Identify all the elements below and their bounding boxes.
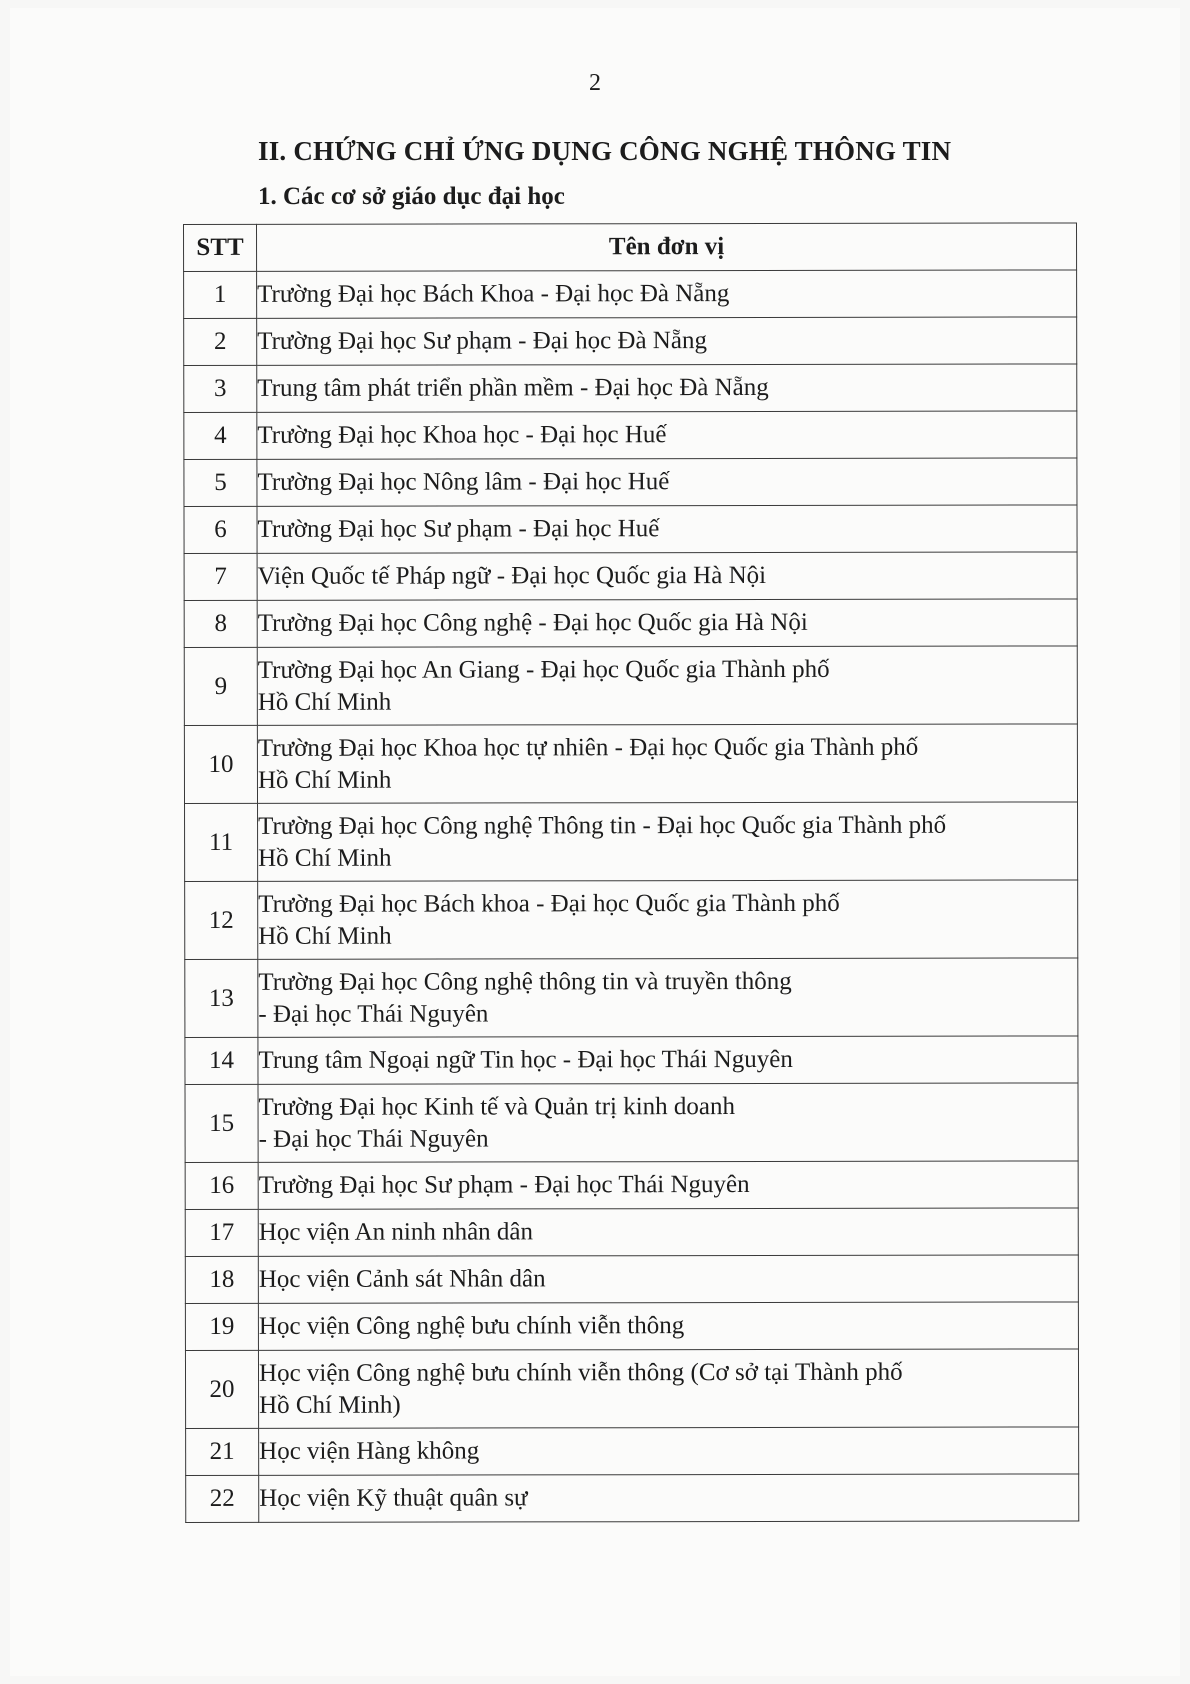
row-unit-name bbox=[258, 802, 1078, 881]
unit-name-line-1: Trường Đại học Khoa học tự nhiên - Đại học Quốc gia Thành phố bbox=[257, 733, 919, 762]
unit-name-line-2: Hồ Chí Minh bbox=[258, 844, 392, 872]
header-stt: STT bbox=[184, 224, 257, 271]
row-stt: 20 bbox=[185, 1350, 258, 1428]
row-stt: 13 bbox=[185, 959, 258, 1037]
row-unit-name bbox=[257, 270, 1077, 318]
table-row bbox=[185, 1161, 1078, 1210]
table-row bbox=[185, 1083, 1078, 1163]
unit-name-line-1: Trường Đại học Công nghệ Thông tin - Đại học Quốc gia Thành phố bbox=[258, 811, 947, 840]
table-row bbox=[184, 411, 1077, 460]
page-number: 2 bbox=[589, 70, 601, 96]
row-stt: 18 bbox=[185, 1256, 258, 1303]
table-row bbox=[185, 1349, 1078, 1429]
unit-name-line-1: Học viện Công nghệ bưu chính viễn thông bbox=[258, 1312, 685, 1340]
table-row bbox=[185, 958, 1078, 1038]
row-stt: 3 bbox=[184, 365, 257, 412]
row-unit-name bbox=[258, 1161, 1078, 1209]
table-row bbox=[186, 1474, 1079, 1523]
row-unit-name bbox=[258, 958, 1078, 1037]
row-unit-name bbox=[258, 1349, 1078, 1428]
row-unit-name bbox=[257, 411, 1077, 459]
table-row bbox=[184, 364, 1077, 413]
unit-name-line-2: Hồ Chí Minh bbox=[258, 922, 392, 950]
row-unit-name bbox=[259, 1474, 1079, 1522]
row-stt: 16 bbox=[185, 1162, 258, 1209]
unit-name-line-1: Trường Đại học Nông lâm - Đại học Huế bbox=[257, 468, 670, 496]
table-row bbox=[186, 1427, 1079, 1476]
row-stt: 5 bbox=[184, 459, 257, 506]
section-heading: II. CHỨNG CHỈ ỨNG DỤNG CÔNG NGHỆ THÔNG TIN bbox=[258, 136, 952, 166]
unit-name-line-1: Trường Đại học Khoa học - Đại học Huế bbox=[257, 421, 667, 449]
unit-name-line-2: Hồ Chí Minh bbox=[257, 766, 392, 794]
row-stt: 19 bbox=[185, 1303, 258, 1350]
unit-name-line-1: Học viện Hàng không bbox=[259, 1437, 480, 1465]
row-stt: 6 bbox=[184, 506, 257, 553]
table-row bbox=[185, 802, 1078, 882]
row-unit-name bbox=[257, 364, 1077, 412]
row-stt: 17 bbox=[185, 1209, 258, 1256]
unit-name-line-1: Học viện Kỹ thuật quân sự bbox=[259, 1484, 528, 1512]
row-stt: 11 bbox=[185, 803, 258, 881]
table-row bbox=[184, 505, 1077, 554]
unit-name-line-1: Trung tâm Ngoại ngữ Tin học - Đại học Thái Nguyên bbox=[258, 1045, 793, 1074]
table-row bbox=[184, 724, 1077, 804]
unit-name-line-2: - Đại học Thái Nguyên bbox=[258, 999, 489, 1028]
row-stt: 7 bbox=[184, 553, 257, 600]
unit-name-line-1: Trường Đại học Sư phạm - Đại học Thái Nguyên bbox=[258, 1171, 750, 1199]
row-unit-name bbox=[257, 317, 1077, 365]
unit-name-line-2: Hồ Chí Minh) bbox=[259, 1391, 401, 1419]
unit-name-line-1: Học viện An ninh nhân dân bbox=[258, 1218, 534, 1246]
table-body bbox=[184, 270, 1079, 1523]
row-stt: 4 bbox=[184, 412, 257, 459]
unit-name-line-1: Học viện Công nghệ bưu chính viễn thông (Cơ sở tại Thành phố bbox=[258, 1358, 903, 1387]
sub-heading: 1. Các cơ sở giáo dục đại học bbox=[258, 183, 565, 210]
row-unit-name bbox=[258, 1302, 1078, 1350]
row-unit-name bbox=[257, 599, 1077, 647]
unit-name-line-1: Trường Đại học Kinh tế và Quản trị kinh doanh bbox=[258, 1092, 736, 1121]
row-unit-name bbox=[258, 1255, 1078, 1303]
table-row bbox=[184, 458, 1077, 507]
row-stt: 22 bbox=[186, 1475, 259, 1522]
row-stt: 15 bbox=[185, 1084, 258, 1162]
row-stt: 9 bbox=[184, 647, 257, 725]
header-unit-name: Tên đơn vị bbox=[257, 223, 1077, 271]
row-unit-name bbox=[258, 880, 1078, 959]
row-stt: 10 bbox=[184, 725, 257, 803]
table-header-row bbox=[184, 223, 1077, 272]
unit-name-line-1: Trung tâm phát triển phần mềm - Đại học Đà Nẵng bbox=[257, 373, 769, 402]
table-row bbox=[184, 552, 1077, 601]
units-table bbox=[183, 222, 1079, 1523]
row-unit-name bbox=[257, 552, 1077, 600]
row-unit-name bbox=[258, 1208, 1078, 1256]
row-unit-name bbox=[257, 458, 1077, 506]
row-unit-name bbox=[257, 646, 1077, 725]
table-row bbox=[184, 599, 1077, 648]
table-row bbox=[184, 646, 1077, 726]
table-row bbox=[184, 317, 1077, 366]
row-stt: 12 bbox=[185, 881, 258, 959]
row-unit-name bbox=[257, 724, 1077, 803]
unit-name-line-1: Trường Đại học Sư phạm - Đại học Huế bbox=[257, 515, 660, 543]
table-row bbox=[185, 1036, 1078, 1085]
table-row bbox=[185, 1255, 1078, 1304]
row-stt: 2 bbox=[184, 318, 257, 365]
unit-name-line-2: Hồ Chí Minh bbox=[257, 688, 392, 716]
row-unit-name bbox=[257, 505, 1077, 553]
row-stt: 21 bbox=[186, 1428, 259, 1475]
table-row bbox=[185, 1302, 1078, 1351]
unit-name-line-1: Trường Đại học Công nghệ thông tin và truyền thông bbox=[258, 967, 792, 996]
unit-name-line-1: Viện Quốc tế Pháp ngữ - Đại học Quốc gia Hà Nội bbox=[257, 561, 767, 590]
unit-name-line-1: Trường Đại học Sư phạm - Đại học Đà Nẵng bbox=[257, 327, 707, 355]
table-row bbox=[185, 880, 1078, 960]
row-stt: 8 bbox=[184, 600, 257, 647]
unit-name-line-2: - Đại học Thái Nguyên bbox=[258, 1124, 489, 1153]
row-unit-name bbox=[258, 1083, 1078, 1162]
row-stt: 1 bbox=[184, 271, 257, 318]
table-row bbox=[184, 270, 1077, 319]
unit-name-line-1: Trường Đại học Bách Khoa - Đại học Đà Nẵng bbox=[257, 280, 730, 308]
row-unit-name bbox=[259, 1427, 1079, 1475]
row-stt: 14 bbox=[185, 1037, 258, 1084]
unit-name-line-1: Trường Đại học An Giang - Đại học Quốc gia Thành phố bbox=[257, 655, 830, 684]
unit-name-line-1: Học viện Cảnh sát Nhân dân bbox=[258, 1265, 546, 1293]
row-unit-name bbox=[258, 1036, 1078, 1084]
unit-name-line-1: Trường Đại học Bách khoa - Đại học Quốc gia Thành phố bbox=[258, 889, 840, 918]
table-row bbox=[185, 1208, 1078, 1257]
unit-name-line-1: Trường Đại học Công nghệ - Đại học Quốc gia Hà Nội bbox=[257, 608, 808, 637]
